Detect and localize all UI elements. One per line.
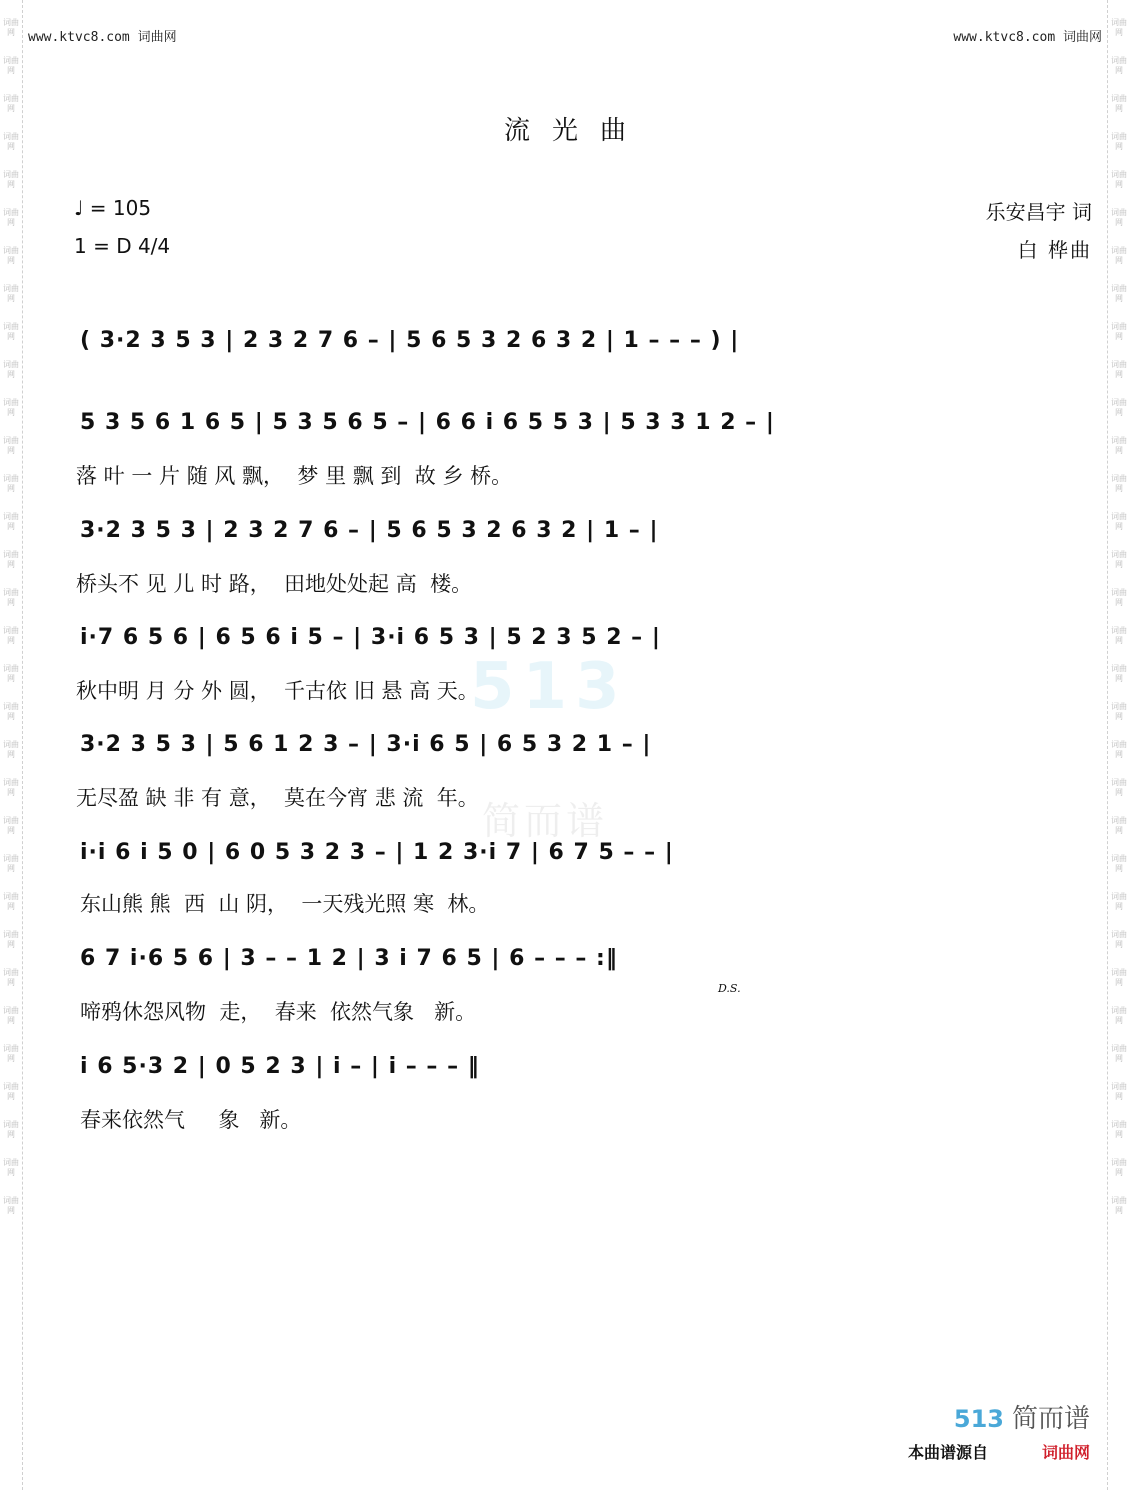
- side-text: 词曲网: [1111, 208, 1127, 227]
- site-name: 词曲网: [1062, 30, 1102, 45]
- source-brand[interactable]: 词曲网: [1041, 1443, 1090, 1462]
- side-text: 词曲网: [3, 474, 19, 493]
- side-text: 词曲网: [1111, 588, 1127, 607]
- side-text: 词曲网: [1111, 1006, 1127, 1025]
- side-text: 词曲网: [1111, 398, 1127, 417]
- side-text: 词曲网: [1111, 18, 1127, 37]
- side-text: 词曲网: [3, 968, 19, 987]
- site-url: www.ktvc8.com: [28, 30, 130, 45]
- lyricist-credit: 乐安昌宇 词: [985, 200, 1092, 224]
- logo-name: 简而谱: [1011, 1404, 1090, 1434]
- side-text: 词曲网: [3, 588, 19, 607]
- side-text: 词曲网: [3, 436, 19, 455]
- side-text: 词曲网: [1111, 892, 1127, 911]
- side-text: 词曲网: [3, 1120, 19, 1139]
- side-text: 词曲网: [3, 892, 19, 911]
- side-text: 词曲网: [1111, 778, 1127, 797]
- lyric-line: 落 叶 一 片 随 风 飘， 梦 里 飘 到 故 乡 桥。: [76, 464, 513, 488]
- side-text: 词曲网: [3, 1158, 19, 1177]
- composer-credit: 白 桦曲: [1017, 238, 1092, 262]
- lyric-line: 无尽盈 缺 非 有 意， 莫在今宵 悲 流 年。: [76, 786, 479, 810]
- side-text: 词曲网: [3, 246, 19, 265]
- side-text: 词曲网: [3, 132, 19, 151]
- side-text: 词曲网: [1111, 550, 1127, 569]
- watermark-name: 简而谱: [482, 799, 609, 843]
- side-text: 词曲网: [3, 512, 19, 531]
- side-text: 词曲网: [1111, 702, 1127, 721]
- side-text: 词曲网: [1111, 740, 1127, 759]
- lyric-line: 啼鸦休怨风物 走， 春来 依然气象 新。: [80, 1000, 477, 1024]
- side-text: 词曲网: [3, 1044, 19, 1063]
- side-text: 词曲网: [1111, 246, 1127, 265]
- notation-line: 6 7 i·6 5 6 | 3 – – 1 2 | 3 i 7 6 5 | 6 – – – :‖: [80, 946, 618, 971]
- side-text: 词曲网: [3, 284, 19, 303]
- side-text: 词曲网: [1111, 968, 1127, 987]
- side-text: 词曲网: [1111, 474, 1127, 493]
- song-title: 流光曲: [503, 116, 648, 146]
- side-text: 词曲网: [3, 550, 19, 569]
- lyric-line: 春来依然气 象 新。: [80, 1108, 302, 1132]
- side-text: 词曲网: [3, 854, 19, 873]
- side-text: 词曲网: [1111, 56, 1127, 75]
- side-text: 词曲网: [1111, 132, 1127, 151]
- notation-line: i 6 5·3 2 | 0 5 2 3 | i – | i – – – ‖: [80, 1054, 480, 1079]
- side-text: 词曲网: [1111, 170, 1127, 189]
- side-text: 词曲网: [1111, 816, 1127, 835]
- side-text: 词曲网: [3, 398, 19, 417]
- side-text: 词曲网: [3, 664, 19, 683]
- side-text: 词曲网: [3, 1082, 19, 1101]
- header-site-link-right[interactable]: [953, 26, 1102, 45]
- side-text: 词曲网: [1111, 930, 1127, 949]
- header-site-link-left[interactable]: [28, 26, 177, 45]
- side-text: 词曲网: [3, 702, 19, 721]
- notation-line: 3·2 3 5 3 | 2 3 2 7 6 – | 5 6 5 3 2 6 3 2 | 1 – |: [80, 518, 659, 543]
- notation-line: 3·2 3 5 3 | 5 6 1 2 3 – | 3·i 6 5 | 6 5 3 2 1 – |: [80, 732, 652, 757]
- side-text: 词曲网: [1111, 626, 1127, 645]
- side-text: 词曲网: [3, 1006, 19, 1025]
- side-text: 词曲网: [3, 740, 19, 759]
- notation-line: ( 3·2 3 5 3 | 2 3 2 7 6 – | 5 6 5 3 2 6 3 2 | 1 – – – ) |: [80, 328, 740, 353]
- side-text: 词曲网: [3, 56, 19, 75]
- lyric-line: 桥头不 见 儿 时 路， 田地处处起 高 楼。: [76, 572, 473, 596]
- side-text: 词曲网: [3, 18, 19, 37]
- side-text: 词曲网: [1111, 1120, 1127, 1139]
- side-text: 词曲网: [3, 170, 19, 189]
- key-signature: 1 = D 4/4: [74, 234, 171, 258]
- side-text: 词曲网: [1111, 436, 1127, 455]
- side-text: 词曲网: [1111, 1082, 1127, 1101]
- side-text: 词曲网: [3, 626, 19, 645]
- side-text: 词曲网: [3, 816, 19, 835]
- side-text: 词曲网: [1111, 854, 1127, 873]
- side-text: 词曲网: [1111, 284, 1127, 303]
- side-text: 词曲网: [1111, 360, 1127, 379]
- source-label: 本曲谱源自: [907, 1443, 988, 1462]
- side-text: 词曲网: [1111, 1196, 1127, 1215]
- left-margin-strip: [0, 0, 23, 1490]
- notation-line: i·i 6 i 5 0 | 6 0 5 3 2 3 – | 1 2 3·i 7 | 6 7 5 – – |: [80, 840, 674, 865]
- side-text: 词曲网: [3, 322, 19, 341]
- watermark-number: 513: [470, 650, 628, 724]
- lyric-line: 东山熊 熊 西 山 阴， 一天残光照 寒 林。: [80, 892, 490, 916]
- side-text: 词曲网: [3, 360, 19, 379]
- notation-line: i·7 6 5 6 | 6 5 6 i 5 – | 3·i 6 5 3 | 5 2 3 5 2 – |: [80, 625, 661, 650]
- tempo-marking: ♩ = 105: [74, 196, 152, 220]
- notation-line: 5 3 5 6 1 6 5 | 5 3 5 6 5 – | 6 6 i 6 5 5 3 | 5 3 3 1 2 – |: [80, 410, 775, 435]
- side-text: 词曲网: [3, 930, 19, 949]
- side-text: 词曲网: [1111, 512, 1127, 531]
- side-text: 词曲网: [3, 778, 19, 797]
- site-name: 词曲网: [137, 30, 177, 45]
- side-text: 词曲网: [1111, 94, 1127, 113]
- ds-marking: D.S.: [718, 982, 741, 995]
- side-text: 词曲网: [1111, 664, 1127, 683]
- logo-number: 513: [953, 1405, 1004, 1433]
- side-text: 词曲网: [3, 1196, 19, 1215]
- side-text: 词曲网: [3, 208, 19, 227]
- lyric-line: 秋中明 月 分 外 圆， 千古依 旧 悬 高 天。: [76, 679, 479, 703]
- side-text: 词曲网: [1111, 322, 1127, 341]
- right-margin-strip: [1107, 0, 1130, 1490]
- logo: [954, 1398, 1090, 1435]
- side-text: 词曲网: [1111, 1158, 1127, 1177]
- side-text: 词曲网: [1111, 1044, 1127, 1063]
- source-footer: [908, 1440, 1090, 1463]
- side-text: 词曲网: [3, 94, 19, 113]
- site-url: www.ktvc8.com: [953, 30, 1056, 45]
